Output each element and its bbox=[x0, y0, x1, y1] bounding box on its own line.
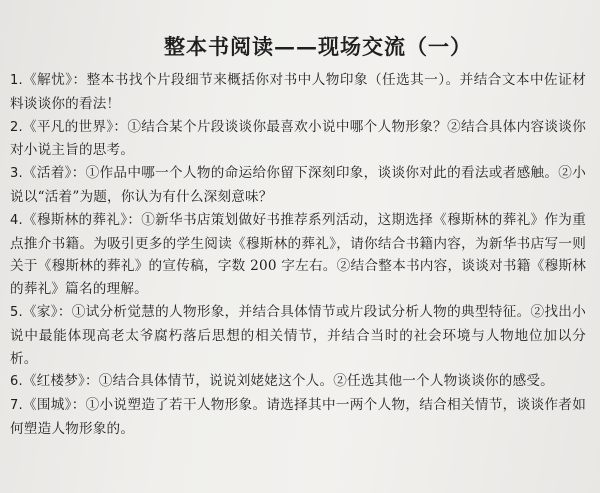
question-text: 《平凡的世界》：①结合某个片段谈谈你最喜欢小说中哪个人物形象？②结合具体内容谈谈你对小说主旨的思考。 bbox=[10, 118, 586, 159]
question-number: 2. bbox=[10, 119, 23, 135]
question-text: 《解忧》：整本书找个片段细节来概括你对书中人物印象（任选其一）。并结合文本中佐证材料谈谈你的看法！ bbox=[10, 72, 586, 112]
question-item bbox=[10, 394, 586, 441]
question-item bbox=[10, 370, 586, 394]
question-item bbox=[10, 69, 586, 116]
question-item bbox=[10, 301, 586, 370]
question-number: 6. bbox=[10, 374, 23, 390]
question-number: 5. bbox=[10, 304, 23, 320]
question-text: 《红楼梦》：①结合具体情节，说说刘姥姥这个人。②任选其他一个人物谈谈你的感受。 bbox=[22, 373, 554, 390]
document-title: 整本书阅读——现场交流（一） bbox=[164, 34, 472, 59]
question-text: 《活着》：①作品中哪一个人物的命运给你留下深刻印象，谈谈你对此的看法或者感触。②小说以“活着”为题，你认为有什么深刻意味？ bbox=[10, 165, 586, 205]
question-text: 《围城》：①小说塑造了若干人物形象。请选择其中一两个人物，结合相关情节，谈谈作者如何塑造人物形象的。 bbox=[10, 397, 586, 437]
question-text: 《穆斯林的葬礼》：①新华书店策划做好书推荐系列活动，这期选择《穆斯林的葬礼》作为重点推介书籍。为吸引更多的学生阅读《穆斯林的葬礼》，请你结合书籍内容，为新华书店写一则关于《穆斯林的葬礼》的宣传稿，字数 200 字左右。②结合整本书内容，谈谈对书籍《穆斯林的葬礼》篇名的理解。 bbox=[10, 211, 586, 298]
question-number: 4. bbox=[10, 212, 23, 228]
question-number: 1. bbox=[10, 73, 23, 88]
question-text: 《家》：①试分析觉慧的人物形象，并结合具体情节或片段试分析人物的典型特征。②找出小说中最能体现高老太爷腐朽落后思想的相关情节，并结合当时的社会环境与人物地位加以分析。 bbox=[10, 303, 586, 367]
question-item bbox=[10, 209, 586, 301]
question-item bbox=[10, 162, 586, 209]
question-list bbox=[10, 69, 586, 441]
question-item bbox=[10, 116, 586, 163]
question-number: 7. bbox=[10, 398, 23, 414]
question-number: 3. bbox=[10, 166, 23, 182]
